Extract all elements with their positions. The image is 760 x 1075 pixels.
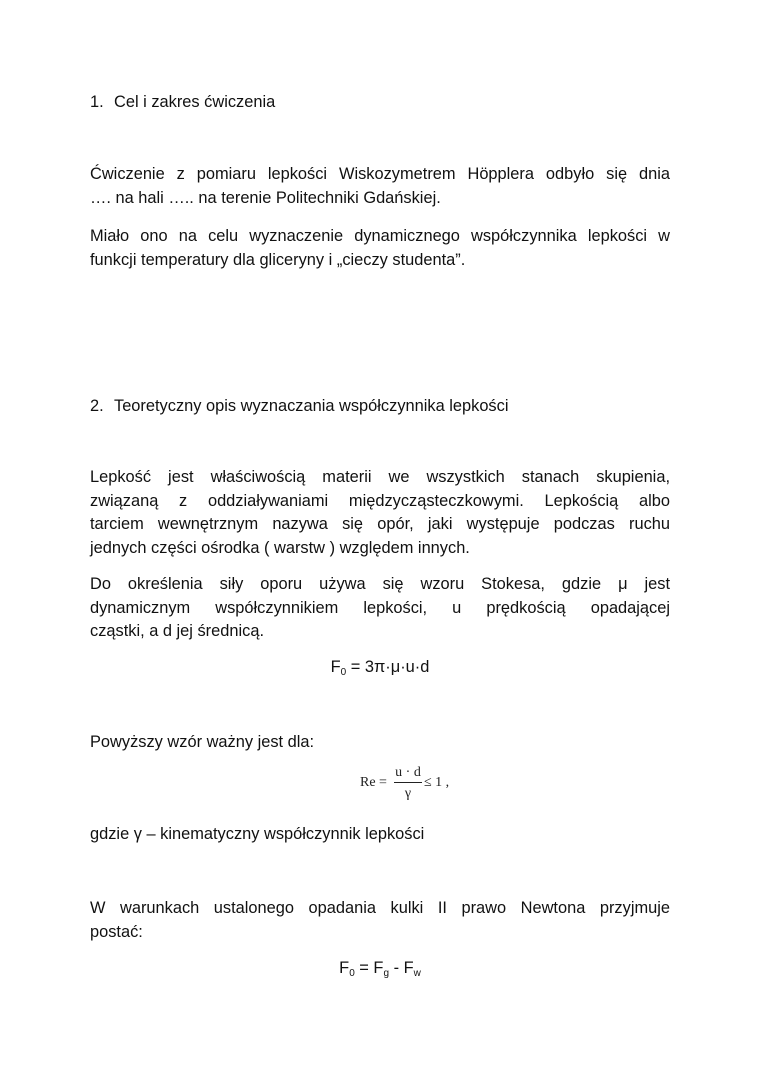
newton-formula (90, 957, 670, 981)
text-line: W warunkach ustalonego opadania kulki II prawo Newtona przyjmuje (90, 899, 670, 917)
reynolds-lhs: Re = (360, 775, 387, 790)
section-1-heading (90, 91, 670, 115)
section-1-number: 1. (90, 93, 104, 111)
section-2-number: 2. (90, 397, 104, 415)
section-1-paragraph-1 (90, 163, 670, 210)
formula-fw: - F (389, 959, 414, 977)
formula-subscript-g: g (383, 968, 390, 979)
formula-subscript-0: 0 (349, 968, 355, 979)
text-line: Lepkość jest właściwością materii we wszystkich stanach skupienia, (90, 468, 670, 486)
section-2-paragraph-1 (90, 466, 670, 560)
section-1-paragraph-2 (90, 225, 670, 272)
text-line: Ćwiczenie z pomiaru lepkości Wiskozymetrem Höpplera odbyło się dnia (90, 165, 670, 183)
validity-text: Powyższy wzór ważny jest dla: (90, 733, 315, 751)
text-line: Do określenia siły oporu używa się wzoru Stokesa, gdzie μ jest (90, 575, 670, 593)
formula-f: F (330, 658, 341, 676)
section-1-title: Cel i zakres ćwiczenia (114, 93, 276, 111)
formula-f0: F (339, 959, 350, 977)
formula-subscript-0: 0 (340, 667, 347, 678)
section-2-paragraph-3 (90, 897, 670, 944)
text-line: związaną z oddziaływaniami międzycząsteczkowymi. Lepkością albo (90, 491, 670, 510)
text-line: cząstki, a d jej średnicą. (90, 622, 264, 640)
text-line: tarciem wewnętrznym nazywa się opór, jaki występuje podczas ruchu (90, 515, 670, 533)
text-line: Miało ono na celu wyznaczenie dynamicznego współczynnika lepkości w (90, 227, 670, 245)
reynolds-fraction (394, 763, 422, 803)
section-2-title: Teoretyczny opis wyznaczania współczynnika lepkości (114, 397, 509, 415)
text-line: funkcji temperatury dla gliceryny i „cieczy studenta”. (90, 250, 466, 269)
section-2-paragraph-2 (90, 573, 670, 644)
formula-subscript-w: w (413, 968, 421, 979)
formula-rhs: = 3π·μ·u·d (346, 658, 430, 676)
text-line: postać: (90, 922, 143, 941)
fraction-denominator: γ (404, 786, 412, 801)
text-line: …. na hali ….. na terenie Politechniki Gdańskiej. (90, 188, 441, 207)
gamma-definition: gdzie γ – kinematyczny współczynnik lepkości (90, 825, 425, 843)
section-2-heading (90, 395, 670, 419)
fraction-numerator: u · d (395, 765, 421, 780)
reynolds-formula (360, 763, 480, 809)
stokes-formula (90, 656, 670, 680)
formula-fg: = F (354, 959, 384, 977)
reynolds-rhs: ≤ 1 , (424, 775, 450, 790)
text-line: dynamicznym współczynnikiem lepkości, u prędkością opadającej (90, 598, 670, 617)
text-line: jednych części ośrodka ( warstw ) względem innych. (90, 538, 470, 557)
